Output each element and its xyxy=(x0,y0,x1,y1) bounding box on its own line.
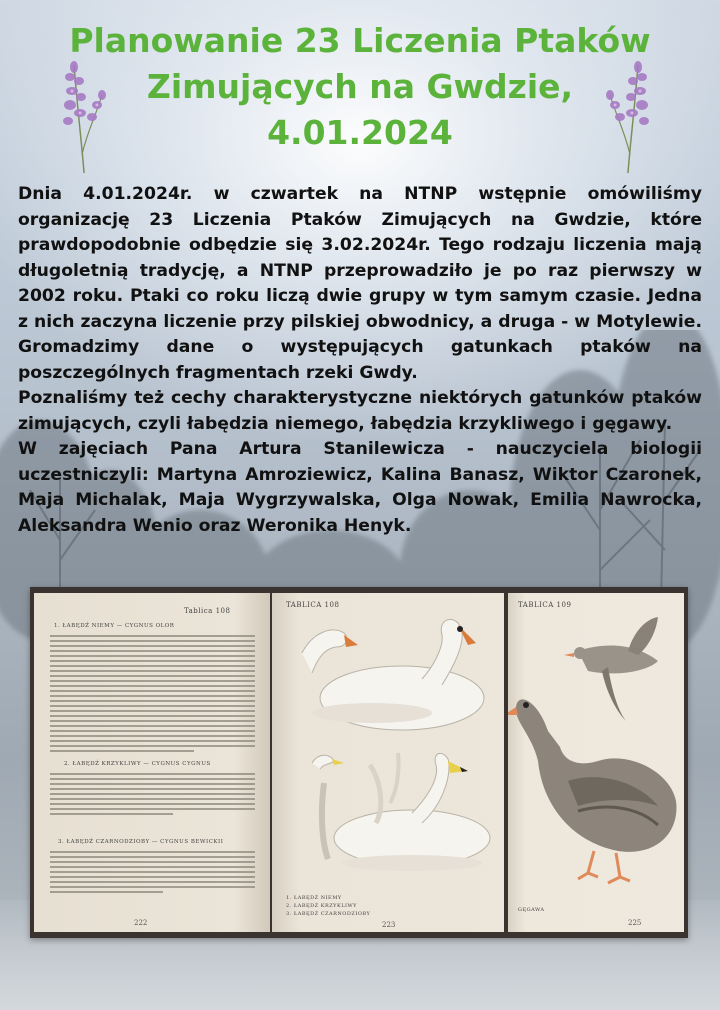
bird-book-photo xyxy=(30,587,688,938)
standing-goose-icon xyxy=(508,699,676,883)
book-right-page xyxy=(508,593,684,932)
paragraph-1: Dnia 4.01.2024r. w czwartek na NTNP wstępnie omówiliśmy organizację 23 Liczenia Ptaków Zimujących na Gwdzie, które prawdopodobnie odbędzie się 3.02.2024r. Tego rodzaju liczenia mają długoletnią tradycję, a NTNP przeprowadziło je po raz pierwszy w 2002 roku. Ptaki co roku liczą dwie grupy w tym samym czasie. Jedna z nich zaczyna liczenie przy pilskiej obwodnicy, a druga - w Motylewie. Gromadzimy dane o występujących gatunkach ptaków na poszczególnych fragmentach rzeki Gwdy. xyxy=(18,184,702,383)
paragraph-3: W zajęciach Pana Artura Stanilewicza - nauczyciela biologii uczestniczyli: Martyna Amroziewicz, Kalina Banasz, Wiktor Czaronek, Maja Michalak, Maja Wygrzywalska, Olga Nowak, Emilia Nawrocka, Aleksandra Wenio oraz Weronika Henyk. xyxy=(18,439,702,536)
book-left-page xyxy=(34,593,270,932)
left-page-heading-2: 2. ŁABĘDŹ KRZYKLIWY — CYGNUS CYGNUS xyxy=(64,761,211,767)
middle-caption-3: 3. ŁABĘDŹ CZARNODZIOBY xyxy=(286,911,371,917)
swan-illustrations xyxy=(272,613,504,883)
flying-goose-icon xyxy=(564,617,658,721)
left-page-text-lines xyxy=(50,635,255,755)
left-page-text-lines-2 xyxy=(50,773,255,818)
middle-page-header: TABLICA 108 xyxy=(286,601,340,609)
whooper-swan-icon xyxy=(312,753,490,871)
left-page-heading-3: 3. ŁABĘDŹ CZARNODZIOBY — CYGNUS BEWICKII xyxy=(58,839,224,845)
title-line-2: Zimujących na Gwdzie, xyxy=(146,67,574,106)
right-page-number: 225 xyxy=(628,919,642,927)
left-page-text-lines-3 xyxy=(50,851,255,896)
lavender-flower-icon xyxy=(600,55,660,175)
greylag-goose-illustration xyxy=(508,611,684,901)
middle-page-number: 223 xyxy=(382,921,396,929)
title-line-1: Planowanie 23 Liczenia Ptaków xyxy=(69,21,651,60)
article-body xyxy=(18,182,702,539)
mute-swan-icon xyxy=(302,619,484,730)
right-page-header: TABLICA 109 xyxy=(518,601,572,609)
left-page-header: Tablica 108 xyxy=(184,607,231,615)
lavender-flower-icon xyxy=(52,55,112,175)
paragraph-2: Poznaliśmy też cechy charakterystyczne niektórych gatunków ptaków zimujących, czyli łabędzia niemego, łabędzia krzykliwego i gęgawy. xyxy=(18,388,702,434)
middle-caption-2: 2. ŁABĘDŹ KRZYKLIWY xyxy=(286,903,357,909)
left-page-number: 222 xyxy=(134,919,148,927)
book-middle-page xyxy=(272,593,504,932)
title-line-3: 4.01.2024 xyxy=(267,113,453,152)
middle-caption-1: 1. ŁABĘDŹ NIEMY xyxy=(286,895,342,901)
left-page-heading: 1. ŁABĘDŹ NIEMY — CYGNUS OLOR xyxy=(54,623,175,629)
right-caption: GĘGAWA xyxy=(518,907,545,913)
